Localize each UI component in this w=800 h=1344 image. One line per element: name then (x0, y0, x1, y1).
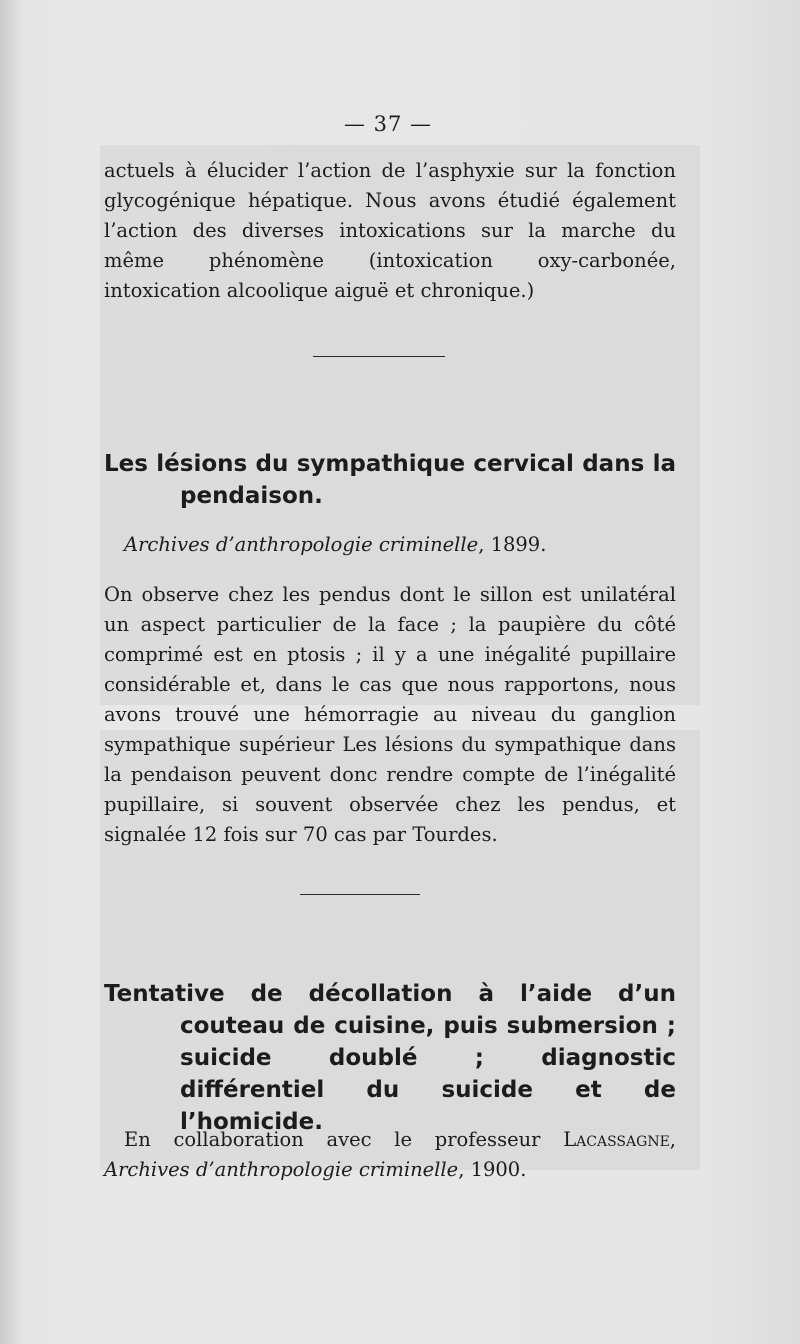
section-1-paragraph: On observe chez les pendus dont le sillon est unilatéral un aspect particulier de la face ; la paupière du côté comprimé est en ptosis ; il y a une inégalité pupillaire considérable et, dans le cas que nous rapportons, nous avons trouvé une hémorragie au niveau du ganglion sympathique supérieur Les lésions du sympathique dans la pendaison peuvent donc rendre compte de l’inégalité pupillaire, si souvent observée chez les pendus, et signalée 12 fois sur 70 cas par Tourdes. (104, 583, 676, 846)
intro-paragraph: actuels à élucider l’action de l’asphyxie sur la fonction glycogénique hépatique. Nous avons étudié également l’action des diverses intoxications sur la marche du même phénomène (intoxication oxy-carbonée, intoxication alcoolique aiguë et chronique.) (104, 159, 676, 302)
section-divider (313, 356, 445, 357)
section-2-citation (104, 1125, 676, 1185)
section-2-citation-prefix: En collaboration avec le professeur (124, 1128, 564, 1151)
section-2-year: , 1900. (458, 1158, 527, 1181)
page-number: — 37 — (343, 112, 433, 136)
section-2-title: Tentative de décollation à l’aide d’un couteau de cuisine, puis submersion ; suicide doublé ; diagnostic différentiel du suicide et de l’homicide. (104, 981, 676, 1135)
section-divider (300, 894, 420, 895)
section-2-journal: Archives d’anthropologie criminelle (104, 1158, 459, 1181)
section-1-title: Les lésions du sympathique cervical dans la pendaison. (104, 451, 676, 509)
section-1-year: , 1899. (478, 533, 547, 556)
section-1-journal: Archives d’anthropologie criminelle (124, 533, 479, 556)
section-2-citation-sep: , (669, 1128, 676, 1151)
section-2-author: Lacassagne (563, 1128, 670, 1151)
section-1-citation (104, 530, 676, 560)
